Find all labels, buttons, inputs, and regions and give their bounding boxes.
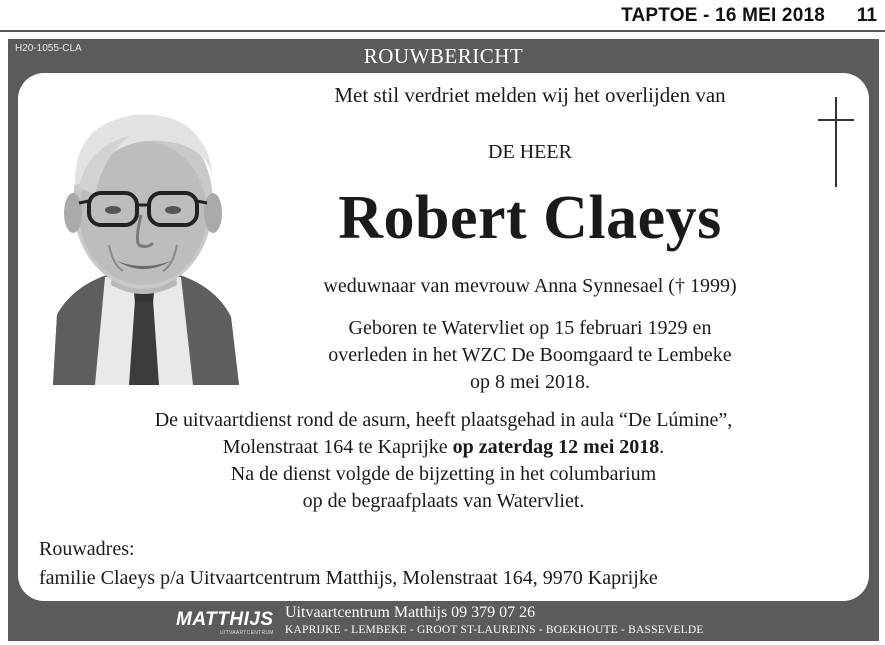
newspaper-title: TAPTOE - 16 MEI 2018 — [621, 5, 825, 26]
service-location: Molenstraat 164 te Kaprijke — [222, 436, 453, 458]
ad-reference-code: H20-1055-CLA — [15, 43, 82, 54]
address-label: Rouwadres: — [39, 538, 135, 560]
life-line: overleden in het WZC De Boomgaard te Lembeke — [328, 344, 732, 366]
funeral-home-footer — [8, 601, 879, 641]
service-line: De uitvaartdienst rond de asurn, heeft plaatsgehad in aula “De Lúmine”, — [154, 409, 733, 431]
funeral-home-contact: Uitvaartcentrum Matthijs 09 379 07 26 — [285, 604, 536, 621]
address-text: familie Claeys p/a Uitvaartcentrum Matthijs, Molenstraat 164, 9970 Kaprijke — [39, 567, 658, 589]
obituary-card — [18, 73, 869, 601]
service-line-end: . — [659, 436, 665, 458]
service-line: Na de dienst volgde de bijzetting in het columbarium — [230, 463, 657, 485]
life-line: Geboren te Watervliet op 15 februari 1929 en — [348, 317, 712, 339]
obituary-frame — [8, 39, 879, 641]
portrait-photo — [43, 95, 243, 385]
service-date: op zaterdag 12 mei 2018 — [452, 436, 660, 458]
life-line: op 8 mei 2018. — [470, 371, 590, 393]
life-details — [250, 315, 810, 396]
newspaper-header — [0, 0, 885, 30]
funeral-home-locations: KAPRIJKE - LEMBEKE - GROOT ST-LAUREINS - BOEKHOUTE - BASSEVELDE — [285, 624, 704, 636]
header-rule — [0, 30, 885, 32]
deceased-name: Robert Claeys — [338, 184, 722, 252]
page-number: 11 — [856, 5, 877, 26]
widower-line: weduwnaar van mevrouw Anna Synnesael († 1999) — [323, 275, 737, 297]
service-line: op de begraafplaats van Watervliet. — [302, 490, 585, 512]
service-line — [18, 434, 869, 461]
funeral-home-logo: MATTHIJS — [176, 609, 274, 630]
service-details — [18, 407, 869, 515]
logo-subtext: UITVAARTCENTRUM — [220, 630, 274, 636]
intro-text: Met stil verdriet melden wij het overlijden van — [334, 83, 726, 107]
notice-heading: ROUWBERICHT — [363, 44, 524, 68]
honorific: DE HEER — [488, 141, 572, 163]
mourning-address — [39, 535, 658, 593]
cross-icon — [818, 97, 854, 187]
